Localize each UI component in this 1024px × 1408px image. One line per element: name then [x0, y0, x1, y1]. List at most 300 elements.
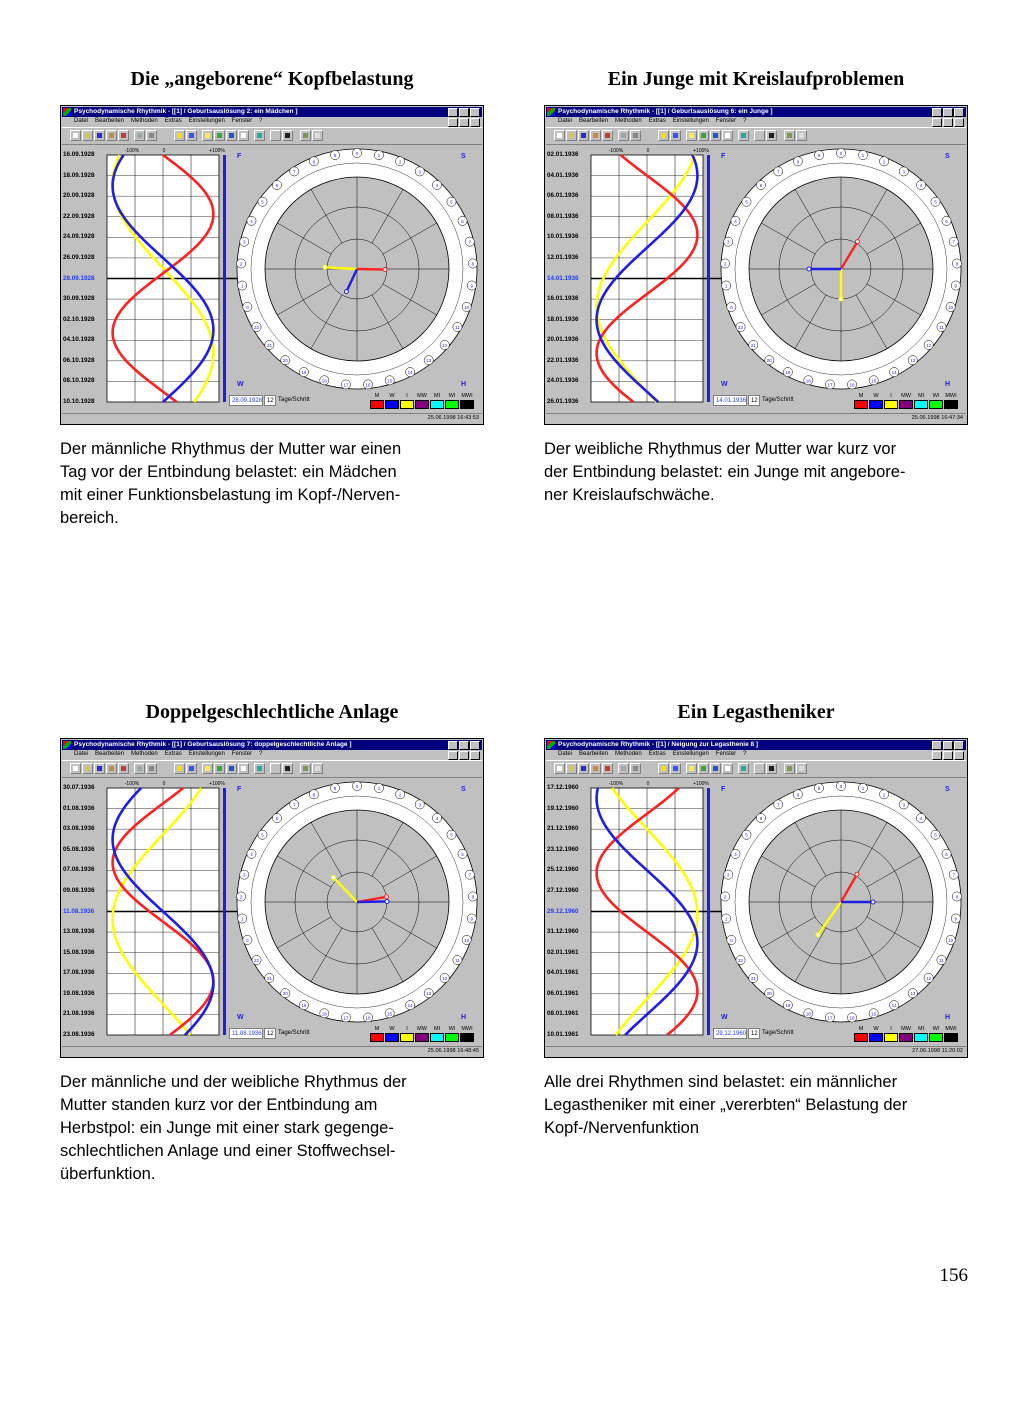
ring-day-number: 9 [470, 283, 474, 289]
ring-day-number: 14 [891, 370, 897, 376]
ring-day-number: 11 [455, 325, 460, 330]
legend-label: MW [417, 1026, 427, 1032]
panel-title: Ein Junge mit Kreislaufproblemen [607, 68, 905, 90]
quadrant-label-top_right: S [461, 786, 466, 793]
legend-label: WI [448, 1026, 456, 1032]
legend-swatch [929, 1033, 943, 1042]
ring-day-number: 2 [882, 792, 886, 798]
legend-item[interactable] [869, 1026, 883, 1042]
caption-line: Der männliche Rhythmus der Mutter war einen [60, 440, 402, 458]
wheel-hand-tip-red [383, 267, 387, 271]
date-label: 28.09.1928 [63, 274, 95, 282]
legend-label: WI [932, 1026, 940, 1032]
ring-day-number: 5 [934, 832, 937, 838]
splitter-bar [223, 155, 226, 402]
figure-caption [544, 1071, 968, 1140]
menu-item[interactable]: Methoden [615, 118, 642, 124]
legend-swatch [370, 1033, 384, 1042]
legend-item[interactable] [944, 1026, 958, 1042]
legend-swatch [869, 1033, 883, 1042]
ring-day-number: 6 [945, 851, 948, 857]
legend-item[interactable] [370, 1026, 384, 1042]
legend-swatch [460, 1033, 474, 1042]
date-label: 09.08.1936 [63, 886, 95, 894]
menu-item[interactable]: Einstellungen [188, 751, 225, 757]
legend-item[interactable] [854, 1026, 868, 1042]
caption-line: Der männliche und der weibliche Rhythmus der [60, 1073, 407, 1091]
legend-item[interactable] [400, 1026, 414, 1042]
caption-line: Alle drei Rhythmen sind belastet: ein männlicher [544, 1073, 898, 1091]
quadrant-label-bottom_left: W [721, 381, 728, 388]
ring-day-number: 10 [948, 304, 954, 310]
legend-item[interactable] [899, 1026, 913, 1042]
ring-day-number: 22 [254, 958, 260, 963]
date-label: 27.12.1960 [547, 886, 579, 894]
caption-line: Tag vor der Entbindung belastet: ein Mädchen [60, 463, 397, 481]
date-label: 19.08.1936 [63, 989, 95, 997]
quadrant-label-bottom_left: W [721, 1014, 728, 1021]
legend-label: MW [901, 393, 911, 399]
ring-day-number: 17 [827, 382, 833, 388]
legend-label: M [374, 393, 380, 399]
date-label: 24.01.1936 [547, 377, 579, 385]
legend-item[interactable] [914, 393, 928, 409]
graph-header-center: 0 [162, 781, 166, 787]
ring-day-number: 22 [738, 325, 744, 330]
legend-label: W [873, 1026, 879, 1032]
date-label: 19.12.1960 [547, 804, 579, 812]
date-label: 21.12.1960 [547, 825, 579, 833]
ring-day-number: 5 [934, 199, 937, 205]
quadrant-label-top_right: S [461, 153, 466, 160]
status-timestamp: 27.06.1998 11:20:02 [912, 1048, 963, 1054]
ring-day-number: 21 [750, 975, 756, 981]
menu-item[interactable]: Bearbeiten [579, 751, 609, 757]
ring-day-number: 7 [468, 872, 471, 878]
ring-day-number: 7 [777, 169, 780, 175]
figure-caption [544, 438, 968, 507]
menu-item[interactable]: Extras [164, 751, 182, 757]
current-date-field[interactable]: 28.09.1928 [229, 395, 263, 406]
menu-item[interactable]: Bearbeiten [95, 118, 125, 124]
ring-day-number: 0 [355, 784, 359, 789]
ring-day-number: 11 [939, 325, 944, 330]
ring-day-number: 18 [805, 378, 811, 384]
legend-label: MW [417, 393, 427, 399]
ring-day-number: 14 [407, 370, 413, 376]
menu-item[interactable]: Einstellungen [188, 118, 225, 124]
date-label: 02.01.1936 [547, 151, 579, 158]
legend-swatch [854, 400, 868, 409]
step-unit-label: Tage/Schritt [762, 397, 794, 403]
legend-label: MI [433, 393, 441, 399]
color-legend [854, 1026, 958, 1042]
ring-day-number: 13 [910, 358, 916, 364]
legend-label: I [406, 1026, 408, 1032]
legend-swatch [445, 1033, 459, 1042]
legend-swatch [854, 1033, 868, 1042]
date-label: 18.01.1936 [547, 315, 579, 323]
ring-day-number: 1 [377, 153, 381, 159]
date-label: 23.12.1960 [547, 845, 579, 853]
ring-day-number: 0 [246, 937, 249, 943]
ring-day-number: 8 [471, 261, 475, 267]
ring-day-number: 15 [871, 378, 877, 384]
date-label: 17.12.1960 [547, 784, 579, 791]
date-label: 14.01.1936 [547, 274, 579, 282]
legend-item[interactable] [869, 393, 883, 409]
caption-line: Mutter standen kurz vor der Entbindung am [60, 1096, 378, 1114]
ring-day-number: 9 [954, 916, 958, 922]
quadrant-label-top_left: F [721, 786, 726, 793]
legend-label: W [389, 1026, 395, 1032]
date-label: 10.01.1936 [547, 233, 579, 241]
date-label: 23.08.1936 [63, 1031, 95, 1038]
menu-item[interactable]: Fenster [715, 118, 737, 124]
legend-item[interactable] [400, 393, 414, 409]
graph-header-center: 0 [162, 148, 166, 154]
ring-day-number: 14 [891, 1003, 897, 1009]
ring-day-number: 3 [418, 169, 421, 175]
legend-swatch [929, 400, 943, 409]
ring-day-number: 0 [839, 784, 843, 789]
status-bar [62, 1046, 482, 1056]
caption-line: schlechtlichen Anlage und einer Stoffwechsel- [60, 1142, 396, 1160]
window-title: Psychodynamische Rhythmik - [[1] / Neigung zur Legasthenie 8 ] [558, 741, 759, 748]
ring-day-number: 8 [312, 159, 316, 165]
date-label: 04.10.1928 [63, 336, 95, 344]
date-label: 30.09.1928 [63, 295, 95, 303]
graph-header-left: -100% [608, 148, 624, 154]
ring-day-number: 15 [387, 1011, 393, 1017]
ring-day-number: 0 [839, 151, 843, 156]
status-bar [62, 413, 482, 423]
legend-item[interactable] [929, 393, 943, 409]
legend-swatch [415, 1033, 429, 1042]
graph-header-center: 0 [646, 148, 650, 154]
ring-day-number: 2 [882, 159, 886, 165]
ring-day-number: 6 [945, 218, 948, 224]
menu-item[interactable]: Bearbeiten [579, 118, 609, 124]
ring-day-number: 5 [450, 199, 453, 205]
legend-swatch [914, 1033, 928, 1042]
caption-line: Kopf-/Nervenfunktion [544, 1119, 700, 1137]
wheel-hand-tip-yellow [816, 933, 820, 937]
graph-header-left: -100% [124, 781, 140, 787]
ring-day-number: 18 [805, 1011, 811, 1017]
wheel-hand-tip-blue [344, 290, 348, 294]
ring-day-number: 15 [387, 378, 393, 384]
date-label: 20.01.1936 [547, 336, 579, 344]
legend-swatch [869, 400, 883, 409]
menu-item[interactable]: Einstellungen [672, 118, 709, 124]
date-label: 11.08.1936 [63, 907, 95, 915]
ring-day-number: 8 [471, 894, 475, 900]
legend-item[interactable] [944, 393, 958, 409]
color-legend [854, 393, 958, 409]
color-legend [370, 393, 474, 409]
legend-item[interactable] [370, 393, 384, 409]
legend-item[interactable] [430, 393, 444, 409]
ring-day-number: 6 [461, 218, 464, 224]
ring-day-number: 7 [952, 872, 955, 878]
drawing-area [61, 106, 484, 425]
ring-day-number: 17 [343, 382, 349, 388]
ring-day-number: 20 [766, 991, 772, 997]
date-label: 21.08.1936 [63, 1010, 95, 1018]
quadrant-label-bottom_right: H [945, 381, 951, 388]
legend-swatch [944, 400, 958, 409]
quadrant-label-top_left: F [237, 786, 242, 793]
ring-day-number: 0 [730, 304, 733, 310]
ring-day-number: 14 [407, 1003, 413, 1009]
status-timestamp: 25.06.1998 16:43:53 [427, 415, 479, 421]
date-label: 26.01.1936 [547, 398, 579, 405]
step-unit-label: Tage/Schritt [278, 397, 310, 403]
legend-item[interactable] [415, 1026, 429, 1042]
ring-day-number: 12 [442, 975, 448, 981]
legend-item[interactable] [460, 1026, 474, 1042]
ring-day-number: 5 [745, 832, 748, 838]
ring-day-number: 8 [796, 792, 800, 798]
ring-day-number: 3 [243, 872, 246, 878]
menu-item[interactable]: Fenster [715, 751, 737, 757]
ring-day-number: 19 [785, 1003, 791, 1009]
date-label: 06.10.1928 [63, 356, 95, 364]
window-title: Psychodynamische Rhythmik - [[1] / Geburtsauslösung 2: ein Mädchen ] [74, 108, 298, 115]
drawing-area [545, 106, 968, 425]
date-label: 02.01.1961 [547, 948, 579, 956]
legend-label: MWI [461, 393, 473, 399]
step-field[interactable]: 12 [264, 1028, 276, 1039]
ring-day-number: 1 [240, 916, 244, 922]
date-label: 24.09.1928 [63, 233, 95, 241]
date-label: 02.10.1928 [63, 315, 95, 323]
ring-day-number: 15 [871, 1011, 877, 1017]
ring-day-number: 7 [468, 239, 471, 245]
ring-day-number: 3 [902, 169, 905, 175]
legend-item[interactable] [884, 1026, 898, 1042]
legend-item[interactable] [385, 1026, 399, 1042]
legend-swatch [944, 1033, 958, 1042]
ring-day-number: 16 [849, 1015, 855, 1021]
ring-day-number: 5 [450, 832, 453, 838]
date-label: 31.12.1960 [547, 928, 579, 936]
ring-day-number: 8 [955, 894, 959, 900]
window-title: Psychodynamische Rhythmik - [[1] / Geburtsauslösung 7: doppelgeschlechtliche Anlage ] [74, 741, 352, 748]
ring-day-number: 5 [261, 832, 264, 838]
current-date-field[interactable]: 29.12.1960 [713, 1028, 747, 1039]
step-field[interactable]: 12 [264, 395, 276, 406]
legend-item[interactable] [415, 393, 429, 409]
figure-panel [60, 700, 484, 1260]
ring-day-number: 3 [902, 802, 905, 808]
legend-item[interactable] [445, 1026, 459, 1042]
menu-item[interactable]: ? [743, 751, 747, 757]
ring-day-number: 13 [910, 991, 916, 997]
menu-item[interactable]: Methoden [131, 751, 158, 757]
app-screenshot [60, 738, 484, 1058]
ring-day-number: 4 [919, 183, 923, 189]
legend-swatch [370, 400, 384, 409]
legend-label: W [873, 393, 879, 399]
legend-swatch [899, 400, 913, 409]
figure-panel [60, 67, 484, 627]
current-date-field[interactable]: 11.08.1936 [229, 1028, 263, 1039]
date-label: 18.09.1928 [63, 171, 95, 179]
legend-item[interactable] [884, 393, 898, 409]
ring-day-number: 11 [455, 958, 460, 963]
legend-swatch [884, 400, 898, 409]
ring-day-number: 22 [738, 958, 744, 963]
quadrant-label-top_right: S [945, 786, 950, 793]
menu-item[interactable]: Datei [74, 751, 89, 757]
ring-day-number: 4 [435, 816, 439, 822]
menu-item[interactable]: ? [259, 118, 263, 124]
caption-line: bereich. [60, 509, 119, 527]
date-label: 22.01.1936 [547, 356, 579, 364]
menu-item[interactable]: Datei [74, 118, 89, 124]
menu-item[interactable]: Bearbeiten [95, 751, 125, 757]
legend-label: M [858, 393, 864, 399]
legend-swatch [400, 400, 414, 409]
legend-item[interactable] [385, 393, 399, 409]
ring-day-number: 8 [312, 792, 316, 798]
ring-day-number: 2 [723, 261, 727, 267]
date-label: 16.01.1936 [547, 295, 579, 303]
ring-day-number: 1 [724, 916, 728, 922]
figure-panel [544, 700, 968, 1260]
wheel-hand-tip-yellow [839, 297, 843, 301]
ring-day-number: 6 [759, 183, 763, 189]
ring-day-number: 7 [293, 169, 296, 175]
legend-swatch [884, 1033, 898, 1042]
legend-item[interactable] [460, 393, 474, 409]
ring-day-number: 9 [333, 153, 337, 159]
legend-item[interactable] [899, 393, 913, 409]
date-label: 25.12.1960 [547, 866, 579, 874]
legend-label: M [858, 1026, 864, 1032]
menu-item[interactable]: Fenster [231, 751, 253, 757]
menu-item[interactable]: Methoden [615, 751, 642, 757]
legend-label: MI [917, 1026, 925, 1032]
step-unit-label: Tage/Schritt [762, 1030, 794, 1036]
date-label: 17.08.1936 [63, 969, 95, 977]
menu-item[interactable]: Extras [648, 118, 666, 124]
ring-day-number: 0 [355, 151, 359, 156]
ring-day-number: 16 [365, 382, 371, 388]
legend-label: MWI [461, 1026, 473, 1032]
legend-item[interactable] [914, 1026, 928, 1042]
ring-day-number: 2 [398, 792, 402, 798]
date-label: 20.09.1928 [63, 192, 95, 200]
ring-day-number: 16 [365, 1015, 371, 1021]
caption-line: Der weibliche Rhythmus der Mutter war kurz vor [544, 440, 897, 458]
date-label: 13.08.1936 [63, 928, 95, 936]
menu-item[interactable]: Datei [558, 751, 573, 757]
step-field[interactable]: 12 [748, 395, 760, 406]
panel-title: Doppelgeschlechtliche Anlage [145, 701, 399, 723]
ring-day-number: 0 [246, 304, 249, 310]
graph-header-right: +100% [209, 781, 225, 787]
menu-item[interactable]: Fenster [231, 118, 253, 124]
date-label: 30.07.1936 [63, 784, 95, 791]
menu-item[interactable]: ? [743, 118, 747, 124]
window-title: Psychodynamische Rhythmik - [[1] / Geburtsauslösung 6: ein Junge ] [558, 108, 773, 115]
ring-day-number: 6 [275, 183, 279, 189]
status-timestamp: 25.06.1998 16:47:34 [911, 415, 963, 421]
legend-swatch [385, 1033, 399, 1042]
menu-item[interactable]: ? [259, 751, 263, 757]
ring-day-number: 9 [954, 283, 958, 289]
ring-day-number: 21 [266, 975, 272, 981]
step-field[interactable]: 12 [748, 1028, 760, 1039]
ring-day-number: 2 [239, 261, 243, 267]
ring-day-number: 1 [240, 283, 244, 289]
wheel-hand-tip-yellow [323, 265, 327, 269]
ring-day-number: 22 [254, 325, 260, 330]
legend-item[interactable] [854, 393, 868, 409]
ring-day-number: 9 [470, 916, 474, 922]
ring-day-number: 10 [464, 937, 470, 943]
ring-day-number: 13 [426, 358, 432, 364]
menu-item[interactable]: Datei [558, 118, 573, 124]
menu-item[interactable]: Methoden [131, 118, 158, 124]
menu-item[interactable]: Einstellungen [672, 751, 709, 757]
legend-item[interactable] [445, 393, 459, 409]
figure-panel [544, 67, 968, 627]
legend-item[interactable] [430, 1026, 444, 1042]
ring-day-number: 7 [952, 239, 955, 245]
date-label: 06.01.1961 [547, 989, 579, 997]
legend-label: I [890, 393, 892, 399]
figure-caption [60, 1071, 484, 1186]
date-label: 07.08.1936 [63, 866, 95, 874]
legend-item[interactable] [929, 1026, 943, 1042]
graph-header-right: +100% [693, 148, 709, 154]
legend-label: MWI [945, 393, 957, 399]
ring-day-number: 1 [861, 786, 865, 792]
ring-day-number: 20 [282, 358, 288, 364]
legend-swatch [914, 400, 928, 409]
status-bar [546, 413, 966, 423]
ring-day-number: 9 [817, 153, 821, 159]
menu-item[interactable]: Extras [648, 751, 666, 757]
ring-day-number: 10 [948, 937, 954, 943]
date-label: 03.08.1936 [63, 825, 95, 833]
menu-item[interactable]: Extras [164, 118, 182, 124]
ring-day-number: 8 [796, 159, 800, 165]
ring-day-number: 2 [398, 159, 402, 165]
ring-day-number: 18 [321, 378, 327, 384]
ring-day-number: 7 [777, 802, 780, 808]
wheel-hand-tip-blue [385, 899, 389, 903]
ring-day-number: 2 [723, 894, 727, 900]
legend-label: W [389, 393, 395, 399]
wheel-hand-tip-red [385, 895, 389, 899]
ring-day-number: 4 [734, 851, 737, 857]
date-label: 10.01.1961 [547, 1031, 579, 1038]
current-date-field[interactable]: 14.01.1936 [713, 395, 747, 406]
ring-day-number: 16 [849, 382, 855, 388]
quadrant-label-bottom_left: W [237, 1014, 244, 1021]
graph-header-left: -100% [124, 148, 140, 154]
ring-day-number: 6 [759, 816, 763, 822]
ring-day-number: 6 [275, 816, 279, 822]
legend-swatch [385, 400, 399, 409]
ring-day-number: 17 [343, 1015, 349, 1021]
date-label: 08.10.1928 [63, 377, 95, 385]
